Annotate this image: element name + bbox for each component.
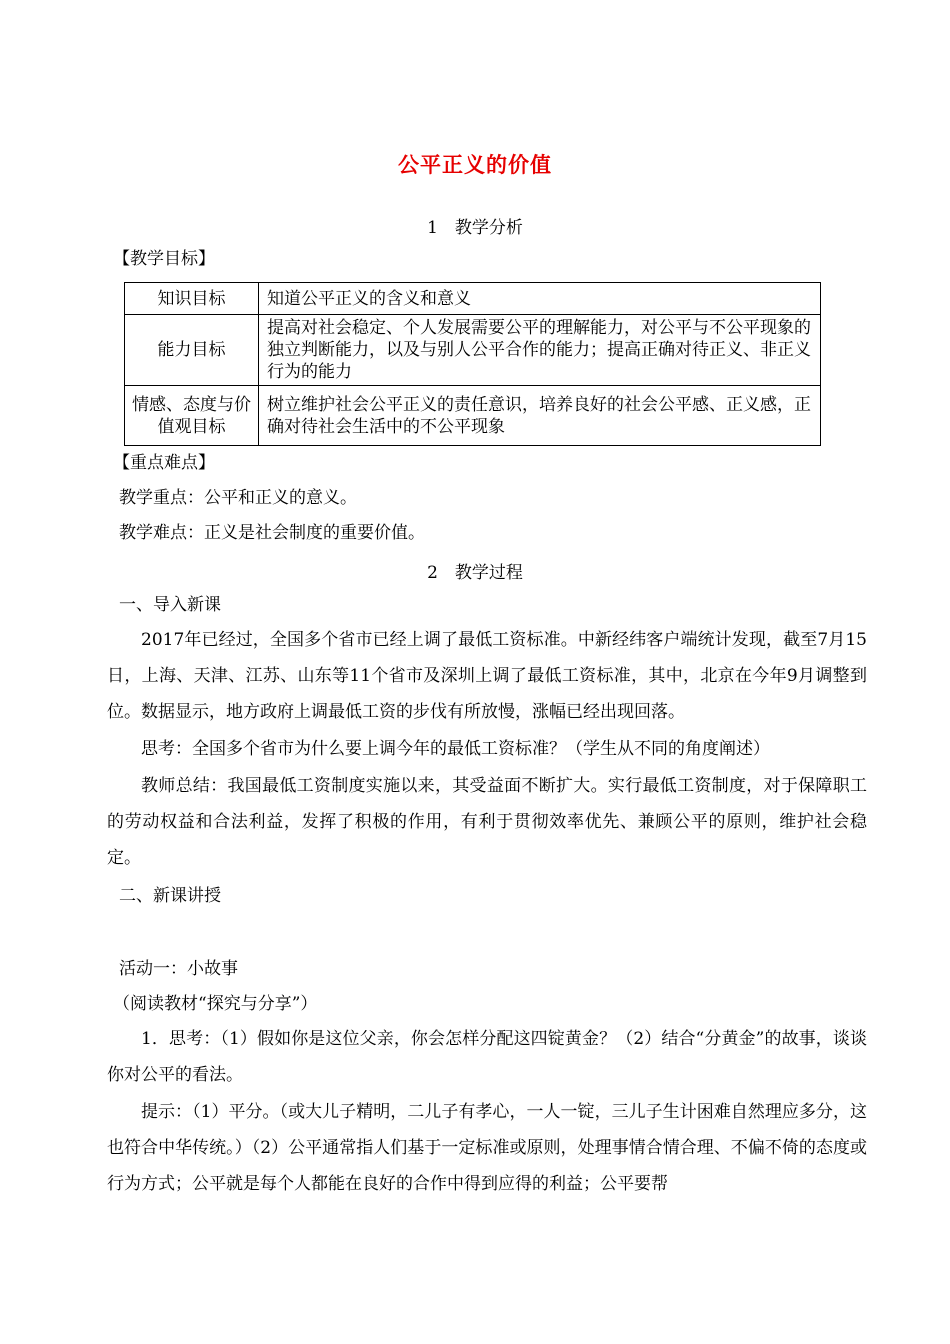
hint-paragraph: 提示：（1）平分。（或大儿子精明，二儿子有孝心，一人一锭，三儿子生计困难自然理应多分，这也符合中华传统。）（2）公平通常指人们基于一定标准或原则，处理事情合情合理、不偏不倚的态度或行为方式；公平就是每个人都能在良好的合作中得到应得的利益；公平要帮 [107, 1102, 867, 1195]
teaching-goals-table [124, 282, 821, 446]
read-textbook-note: （阅读教材“探究与分享”） [113, 994, 318, 1014]
key-point: 教学重点：公平和正义的意义。 [119, 488, 357, 508]
goal-label: 能力目标 [125, 315, 259, 386]
part2-heading: 二、新课讲授 [119, 886, 221, 906]
goal-label: 情感、态度与价值观目标 [125, 386, 259, 446]
part1-heading: 一、导入新课 [119, 595, 221, 615]
teacher-summary: 教师总结：我国最低工资制度实施以来，其受益面不断扩大。实行最低工资制度，对于保障职工的劳动权益和合法利益，发挥了积极的作用，有利于贯彻效率优先、兼顾公平的原则，维护社会稳定。 [107, 776, 867, 869]
table-row [125, 283, 821, 315]
goal-content: 知道公平正义的含义和意义 [259, 283, 821, 315]
think-question: 思考：全国多个省市为什么要上调今年的最低工资标准？（学生从不同的角度阐述） [141, 739, 770, 759]
goal-content: 提高对社会稳定、个人发展需要公平的理解能力，对公平与不公平现象的独立判断能力，以及与别人公平合作的能力；提高正确对待正义、非正义行为的能力 [259, 315, 821, 386]
table-row [125, 386, 821, 446]
goal-content: 树立维护社会公平正义的责任意识，培养良好的社会公平感、正义感，正确对待社会生活中的不公平现象 [259, 386, 821, 446]
document-title: 公平正义的价值 [398, 153, 552, 177]
goal-label: 知识目标 [125, 283, 259, 315]
table-row [125, 315, 821, 386]
section-heading-analysis: 1 教学分析 [427, 218, 523, 238]
question-1: 1．思考：（1）假如你是这位父亲，你会怎样分配这四锭黄金？（2）结合“分黄金”的故事，谈谈你对公平的看法。 [107, 1029, 867, 1086]
goals-heading: 【教学目标】 [113, 249, 215, 269]
difficult-point: 教学难点：正义是社会制度的重要价值。 [119, 523, 425, 543]
activity-heading: 活动一：小故事 [119, 959, 238, 979]
intro-paragraph: 2017年已经过，全国多个省市已经上调了最低工资标准。中新经纬客户端统计发现，截至7月15日，上海、天津、江苏、山东等11个省市及深圳上调了最低工资标准，其中，北京在今年9月调整到位。数据显示，地方政府上调最低工资的步伐有所放慢，涨幅已经出现回落。 [107, 630, 867, 723]
section-heading-process: 2 教学过程 [427, 563, 523, 583]
key-points-heading: 【重点难点】 [113, 453, 215, 473]
